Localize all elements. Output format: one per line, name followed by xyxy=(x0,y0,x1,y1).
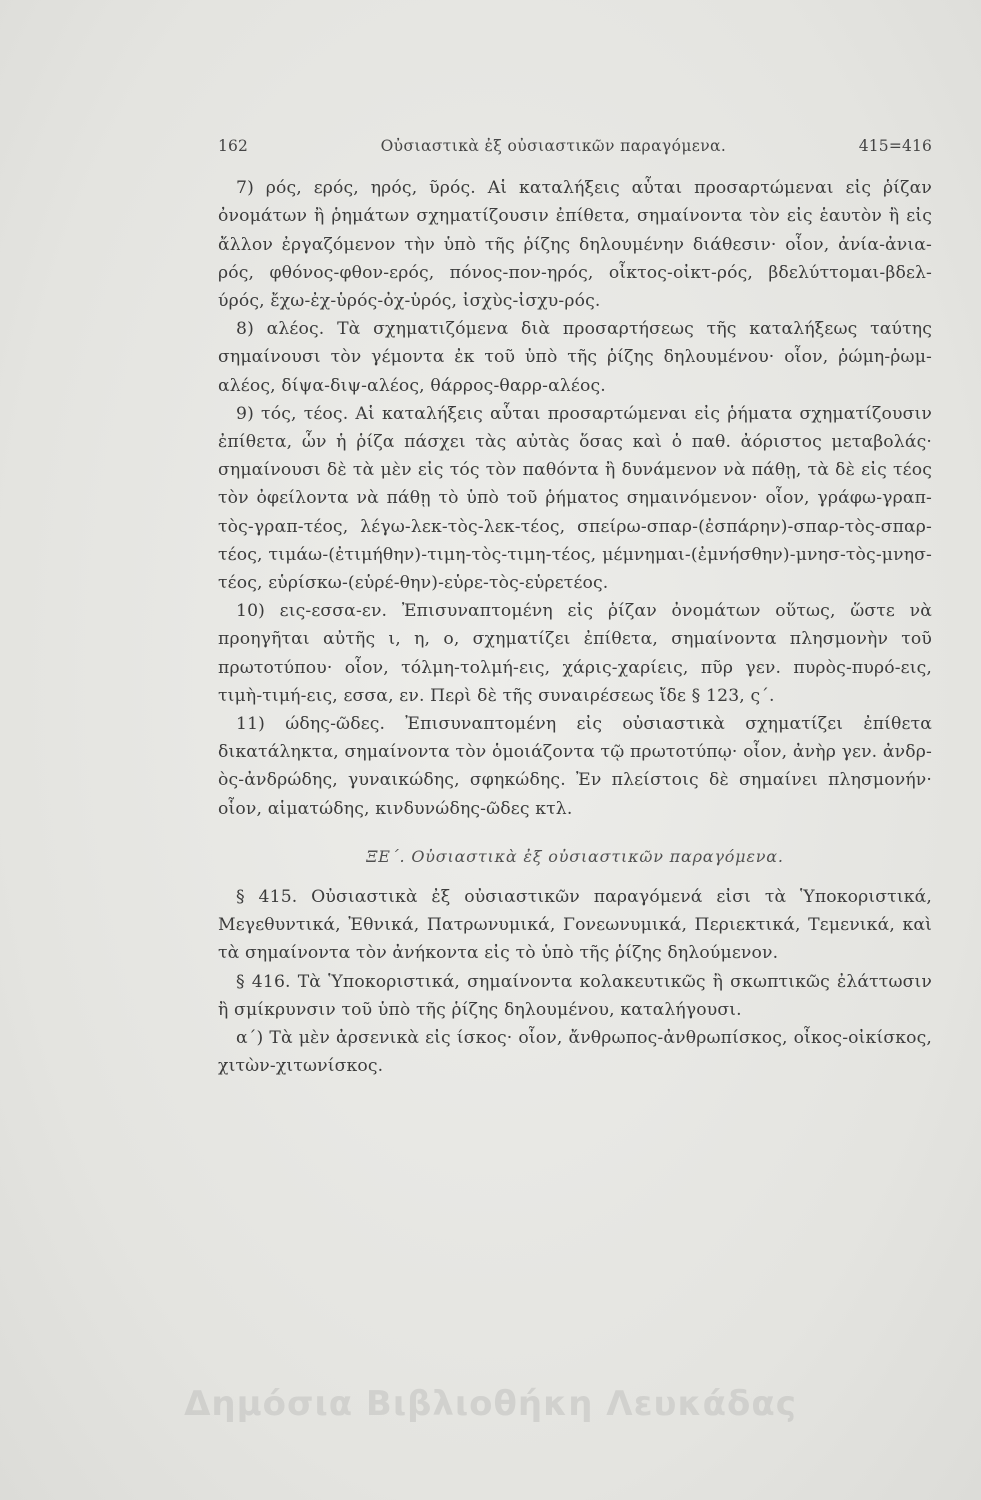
section-416: § 416. Τὰ Ὑποκοριστικά, σημαίνοντα κολακευτικῶς ἢ σκωπτικῶς ἐλάττωσιν ἢ σμίκρυνσιν τοῦ ὑπὸ τῆς ῥίζης δηλουμένου, καταλήγουσι. xyxy=(218,971,932,1020)
page-number: 162 xyxy=(218,137,249,155)
paragraph-9: 9) τός, τέος. Αἱ καταλήξεις αὗται προσαρτώμεναι εἰς ῥήματα σχηματίζουσιν ἐπίθετα, ὧν ἡ ῥίζα πάσχει τὰς αὐτὰς ὅσας καὶ ὁ παθ. ἀόριστος μεταβολάς· σημαίνουσι δὲ τὰ μὲν εἰς τός τὸν παθόντα ἢ δυνάμενον νὰ πάθῃ, τὰ δὲ εἰς τέος τὸν ὀφείλοντα νὰ πάθῃ τὸ ὑπὸ τοῦ ῥήματος σημαινόμενον· οἷον, γράφω-γραπ-τὸς-γραπ-τέος, λέγω-λεκ-τὸς-λεκ-τέος, σπείρω-σπαρ-(ἐσπάρην)-σπαρ-τὸς-σπαρ-τέος, τιμάω-(ἐτιμήθην)-τιμη-τὸς-τιμη-τέος, μέμνημαι-(ἐμνήσθην)-μνησ-τὸς-μνησ-τέος, εὑρίσκω-(εὑρέ-θην)-εὑρε-τὸς-εὑρετέος. xyxy=(218,403,932,594)
paragraph-7: 7) ρός, ερός, ηρός, ῦρός. Αἱ καταλήξεις αὗται προσαρτώμεναι εἰς ῥίζαν ὀνομάτων ἢ ῥημάτων σχηματίζουσιν ἐπίθετα, σημαίνοντα τὸν εἰς ἑαυτὸν ἢ εἰς ἄλλον ἐργαζόμενον τὴν ὑπὸ τῆς ῥίζης δηλουμένην διάθεσιν· οἷον, ἀνία-ἀνια-ρός, φθόνος-φθον-ερός, πόνος-πον-ηρός, οἶκτος-οἰκτ-ρός, βδελύττομαι-βδελ-ύρός, ἔχω-ἐχ-ὑρός-ὀχ-ὑρός, ἰσχὺς-ἰσχυ-ρός. xyxy=(218,178,932,312)
library-watermark: Δημόσια Βιβλιοθήκη Λευκάδας xyxy=(184,1384,797,1424)
paragraph-11: 11) ώδης-ῶδες. Ἐπισυναπτομένη εἰς οὐσιαστικὰ σχηματίζει ἐπίθετα δικατάληκτα, σημαίνοντα τὸν ὁμοιάζοντα τῷ πρωτοτύπῳ· οἷον, ἀνὴρ γεν. ἀνδρ-ὸς-ἀνδρώδης, γυναικώδης, σφηκώδης. Ἐν πλείστοις δὲ σημαίνει πλησμονήν· οἷον, αἱματώδης, κινδυνώδης-ῶδες κτλ. xyxy=(218,714,932,819)
page-text xyxy=(218,132,932,1081)
running-title: Οὐσιαστικὰ ἐξ οὐσιαστικῶν παραγόμενα. xyxy=(380,137,727,155)
section-range: 415=416 xyxy=(858,137,932,155)
paragraph-10: 10) εις-εσσα-εν. Ἐπισυναπτομένη εἰς ῥίζαν ὀνομάτων οὕτως, ὥστε νὰ προηγῆται αὐτῆς ι, η, ο, σχηματίζει ἐπίθετα, σημαίνοντα πλησμονὴν τοῦ πρωτοτύπου· οἷον, τόλμη-τολμή-εις, χάρις-χαρίεις, πῦρ γεν. πυρὸς-πυρό-εις, τιμὴ-τιμή-εις, εσσα, εν. Περὶ δὲ τῆς συναιρέσεως ἴδε § 123, ς΄. xyxy=(218,601,932,706)
subsection-a: α΄) Τὰ μὲν ἀρσενικὰ εἰς ίσκος· οἷον, ἄνθρωπος-ἀνθρωπίσκος, οἶκος-οἰκίσκος, χιτὼν-χιτωνίσκος. xyxy=(218,1028,932,1077)
page-header xyxy=(218,132,932,160)
section-heading: ΞΕ΄. Οὐσιαστικὰ ἐξ οὐσιαστικῶν παραγόμενα. xyxy=(366,846,784,866)
paragraph-8: 8) αλέος. Τὰ σχηματιζόμενα διὰ προσαρτήσεως τῆς καταλήξεως ταύτης σημαίνουσι τὸν γέμοντα ἐκ τοῦ ὑπὸ τῆς ῥίζης δηλουμένου· οἷον, ῥώμη-ῥωμ-αλέος, δίψα-διψ-αλέος, θάρρος-θαρρ-αλέος. xyxy=(218,319,932,396)
section-415: § 415. Οὐσιαστικὰ ἐξ οὐσιαστικῶν παραγόμενά εἰσι τὰ Ὑποκοριστικά, Μεγεθυντικά, Ἐθνικά, Πατρωνυμικά, Γονεωνυμικά, Περιεκτικά, Τεμενικά, καὶ τὰ σημαίνοντα τὸν ἀνήκοντα εἰς τὸ ὑπὸ τῆς ῥίζης δηλούμενον. xyxy=(218,887,932,964)
